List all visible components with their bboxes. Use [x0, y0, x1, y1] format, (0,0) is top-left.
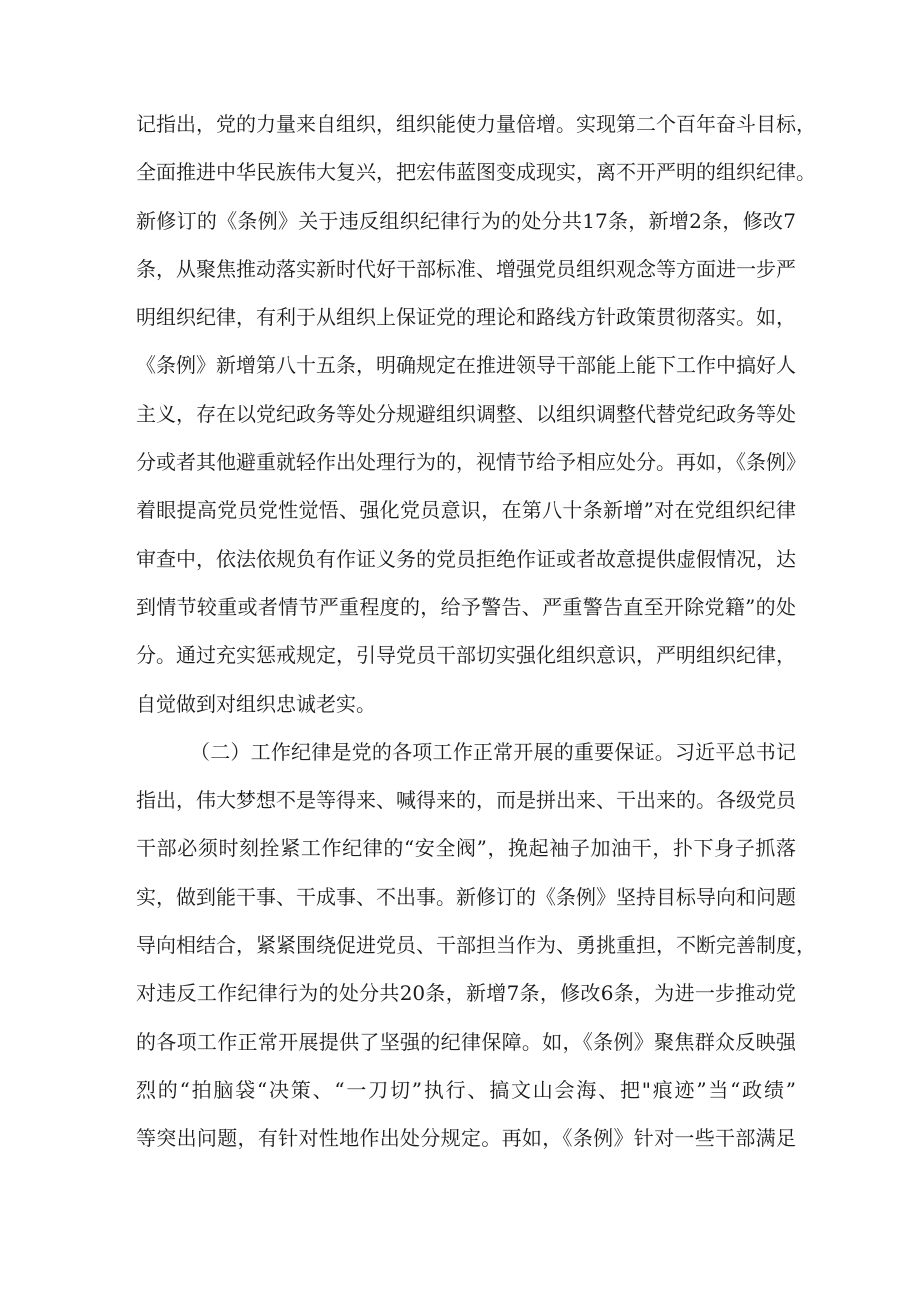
text-line: 实，做到能干事、干成事、不出事。新修订的《条例》坚持目标导向和问题 [136, 884, 796, 909]
text-line: 导向相结合，紧紧围绕促进党员、干部担当作为、勇挑重担，不断完善制度， [136, 933, 816, 958]
text-line: 等突出问题，有针对性地作出处分规定。再如，《条例》针对一些干部满足 [136, 1126, 796, 1151]
text-line: 烈的“拍脑袋“决策、“一刀切”执行、搞文山会海、把"痕迹”当“政绩” [136, 1077, 796, 1102]
text-line: 全面推进中华民族伟大复兴，把宏伟蓝图变成现实，离不开严明的组织纪律。 [136, 160, 816, 185]
text-line: 自觉做到对组织忠诚老实。 [136, 691, 376, 716]
text-line: 《条例》新增第八十五条，明确规定在推进领导干部能上能下工作中搞好人 [136, 353, 796, 378]
paragraph-organizational-discipline [136, 100, 816, 728]
text-line: 着眼提高党员党性觉悟、强化党员意识，在第八十条新增”对在党组织纪律 [136, 498, 796, 523]
text-line: 记指出，党的力量来自组织，组织能使力量倍增。实现第二个百年奋斗目标， [136, 112, 816, 136]
section-heading-line: （二）工作纪律是党的各项工作正常开展的重要保证。习近平总书记 [190, 739, 796, 764]
text-line: 到情节较重或者情节严重程度的，给予警告、严重警告直至开除党籍”的处 [136, 594, 796, 619]
text-line: 对违反工作纪律行为的处分共20条，新增7条，修改6条，为进一步推动党 [136, 981, 796, 1006]
text-line: 主义，存在以党纪政务等处分规避组织调整、以组织调整代替党纪政务等处 [136, 401, 796, 426]
text-line: 审查中，依法依规负有作证义务的党员拒绝作证或者故意提供虚假情况，达 [136, 546, 796, 571]
text-line: 的各项工作正常开展提供了坚强的纪律保障。如，《条例》聚焦群众反映强 [136, 1029, 796, 1054]
paragraph-work-discipline [136, 728, 816, 1163]
text-line: 分。通过充实惩戒规定，引导党员干部切实强化组织意识，严明组织纪律， [136, 643, 796, 668]
text-line: 新修订的《条例》关于违反组织纪律行为的处分共17条，新增2条，修改7 [136, 208, 796, 233]
text-line: 明组织纪律，有利于从组织上保证党的理论和路线方针政策贯彻落实。如， [136, 305, 796, 330]
text-line: 条，从聚焦推动落实新时代好干部标准、增强党员组织观念等方面进一步严 [136, 256, 796, 281]
document-body [136, 100, 816, 1163]
text-line: 指出，伟大梦想不是等得来、喊得来的，而是拼出来、干出来的。各级党员 [136, 788, 796, 813]
text-line: 分或者其他避重就轻作出处理行为的，视情节给予相应处分。再如，《条例》 [136, 450, 806, 475]
text-line: 干部必须时刻拴紧工作纪律的“安全阀”，挽起袖子加油干，扑下身子抓落 [136, 836, 796, 861]
